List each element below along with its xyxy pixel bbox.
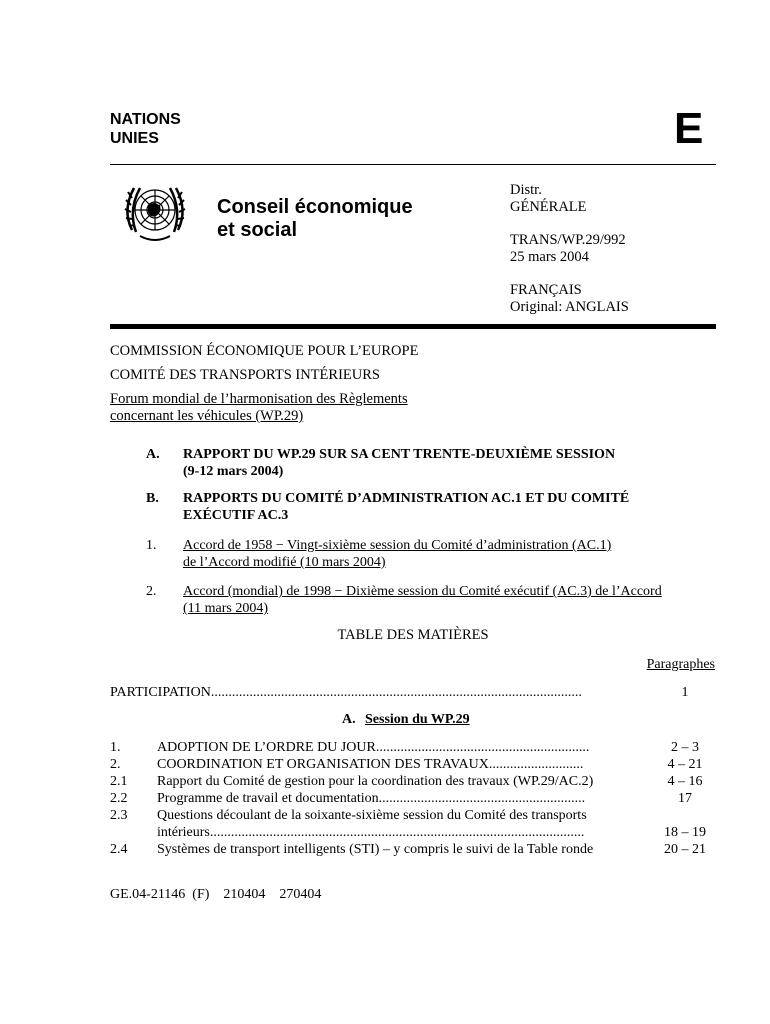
forum-line-1: Forum mondial de l’harmonisation des Règlements [110,391,408,407]
toc-title: TABLE DES MATIÈRES [337,627,489,643]
item-b-line-1: RAPPORTS DU COMITÉ D’ADMINISTRATION AC.1 ET DU COMITÉ [183,491,630,506]
distr-type: GÉNÉRALE [510,199,587,215]
item-2-title [183,583,662,617]
toc-row-para: 18 – 19 [664,825,706,840]
toc-row-num: 2.1 [110,774,128,789]
item-b-line-2: EXÉCUTIF AC.3 [183,508,289,523]
committee-heading: COMITÉ DES TRANSPORTS INTÉRIEURS [110,367,380,383]
council-line-2: et social [217,219,298,241]
document-date: 25 mars 2004 [510,249,589,265]
toc-row-para: 20 – 21 [664,842,706,857]
item-b-label: B. [146,491,159,506]
footer-code: GE.04-21146 (F) 210404 270404 [110,887,322,902]
toc-row-text: intérieurs........................................................................................................... [157,825,585,840]
header-rule [110,164,716,165]
item-b-title [183,490,629,524]
toc-row-num: 1. [110,740,121,755]
original-language: Original: ANGLAIS [510,299,629,315]
language-letter: E [674,104,704,153]
toc-section-title: Session du WP.29 [365,712,470,727]
toc-row-para: 2 – 3 [671,740,699,755]
forum-line-2: concernant les véhicules (WP.29) [110,408,304,424]
toc-row-para: 17 [678,791,692,806]
organization-name [110,110,181,148]
item-a-title [183,446,615,480]
item-1-line-2: de l’Accord modifié (10 mars 2004) [183,555,386,570]
toc-row-num: 2.2 [110,791,128,806]
toc-row-num: 2. [110,757,121,772]
item-a-line-1: RAPPORT DU WP.29 SUR SA CENT TRENTE-DEUXIÈME SESSION [183,447,616,462]
toc-column-header: Paragraphes [646,657,715,672]
toc-row-text: Systèmes de transport intelligents (STI) – y compris le suivi de la Table ronde [157,842,594,857]
toc-section-label: A. [342,712,356,727]
item-2-line-2: (11 mars 2004) [183,601,269,616]
toc-row-num: 2.4 [110,842,128,857]
commission-heading: COMMISSION ÉCONOMIQUE POUR L’EUROPE [110,343,419,359]
council-name [217,196,413,242]
distribution [510,182,587,216]
item-1-label: 1. [146,538,157,553]
language-block [510,282,629,316]
toc-row-para: 4 – 16 [667,774,703,789]
item-2-label: 2. [146,584,157,599]
document-symbol: TRANS/WP.29/992 [510,232,626,248]
distr-label: Distr. [510,182,542,198]
toc-row-text: Questions découlant de la soixante-sixième session du Comité des transports [157,808,587,823]
toc-row-text: ADOPTION DE L’ORDRE DU JOUR............................................................. [157,740,590,755]
toc-row-num: 2.3 [110,808,128,823]
header-thick-rule [110,324,716,329]
document-language: FRANÇAIS [510,282,582,298]
toc-row-text: Rapport du Comité de gestion pour la coordination des travaux (WP.29/AC.2) [157,774,594,789]
toc-participation-para: 1 [681,685,689,700]
org-line-1: NATIONS [110,111,181,128]
toc-row-text: COORDINATION ET ORGANISATION DES TRAVAUX........................... [157,757,584,772]
document-symbol-block [510,232,626,266]
toc-row-para: 4 – 21 [667,757,703,772]
item-a-line-2: (9-12 mars 2004) [183,464,284,479]
item-1-title [183,537,611,571]
council-line-1: Conseil économique [217,196,413,218]
item-a-label: A. [146,447,160,462]
org-line-2: UNIES [110,130,159,147]
toc-row-text: Programme de travail et documentation........................................................... [157,791,586,806]
item-1-line-1: Accord de 1958 − Vingt-sixième session du Comité d’administration (AC.1) [183,538,612,553]
item-2-line-1: Accord (mondial) de 1998 − Dixième session du Comité exécutif (AC.3) de l’Accord [183,584,662,599]
forum-heading [110,391,408,425]
toc-participation: PARTICIPATION.......................................................................................................... [110,685,582,700]
un-emblem-icon [118,178,192,246]
